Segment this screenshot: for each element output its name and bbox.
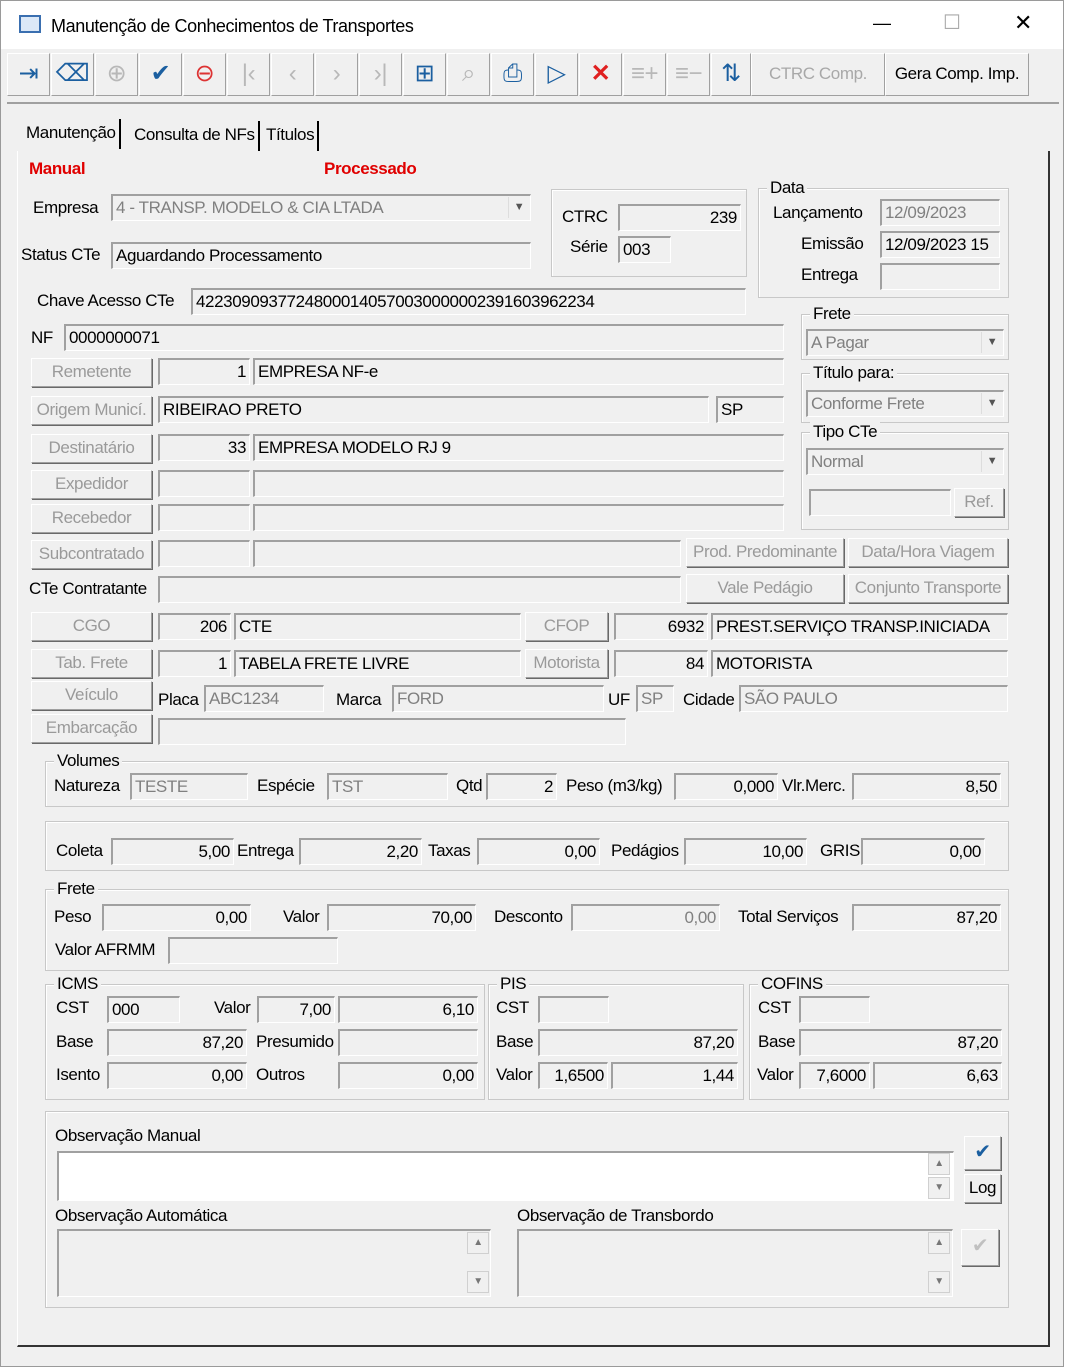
icms-title: ICMS [54,974,101,994]
exit-icon[interactable]: ⇥ [7,53,50,96]
nf-field[interactable]: 0000000071 [64,324,784,351]
chevron-down-icon: ▼ [981,393,1002,414]
remetente-name[interactable]: EMPRESA NF-e [253,358,784,385]
gris-field[interactable]: 0,00 [861,838,985,865]
veiculo-button[interactable]: Veículo [31,681,152,710]
icms-valor-field[interactable]: 6,10 [338,996,478,1023]
cidade-label: Cidade [683,690,735,709]
afrmm-field[interactable] [168,937,338,964]
placa-label: Placa [158,690,199,709]
natureza-field[interactable]: TESTE [130,773,248,800]
tipo-cte-value: Normal [811,452,864,471]
total-servicos-label: Total Serviços [738,907,839,926]
log-button[interactable]: Log [964,1174,1001,1203]
obs-automatica-label: Observação Automática [55,1206,228,1225]
gris-label: GRIS [820,841,860,860]
tipo-cte-title: Tipo CTe [810,422,880,442]
cofins-valor-label: Valor [757,1065,794,1084]
origem-city[interactable]: RIBEIRAO PRETO [158,396,709,423]
coleta-label: Coleta [56,841,103,860]
obs-manual-label: Observação Manual [55,1126,201,1145]
entrega-charge-field[interactable]: 2,20 [299,838,422,865]
chevron-down-icon: ▼ [508,197,529,218]
contratante-label: CTe Contratante [29,579,147,598]
pis-aliquota-field[interactable]: 1,6500 [538,1062,608,1089]
destinatario-button[interactable]: Destinatário [31,434,152,463]
icms-base-label: Base [56,1032,94,1051]
scroll-up-icon[interactable]: ▲ [467,1232,489,1254]
pis-valor-label: Valor [496,1065,533,1084]
recebedor-button[interactable]: Recebedor [31,504,152,533]
qtd-label: Qtd [456,776,483,795]
titulo-title: Título para: [810,363,897,383]
coleta-field[interactable]: 5,00 [111,838,234,865]
desconto-field[interactable]: 0,00 [571,904,720,931]
cidade-field[interactable]: SÃO PAULO [739,685,1008,712]
minimize-button[interactable]: — [873,13,891,33]
recebedor-name[interactable] [253,504,784,531]
print-icon[interactable]: ⎙ [491,53,534,96]
data-group-title: Data [767,178,807,198]
cofins-cst-label: CST [758,998,791,1017]
play-icon[interactable]: ▷ [535,53,578,96]
tab-manutencao[interactable]: Manutenção [23,119,121,149]
serie-field[interactable]: 003 [618,236,671,263]
cofins-base-label: Base [758,1032,796,1051]
desconto-label: Desconto [494,907,563,926]
chave-label: Chave Acesso CTe [37,291,175,310]
expedidor-button[interactable]: Expedidor [31,470,152,499]
embarcacao-button[interactable]: Embarcação [31,714,152,743]
chevron-down-icon: ▼ [981,451,1002,472]
empresa-select[interactable] [111,194,531,221]
tipo-cte-select[interactable] [806,448,1004,475]
scroll-down-icon[interactable]: ▼ [928,1177,950,1199]
placa-field[interactable]: ABC1234 [204,685,324,712]
cofins-aliquota-field[interactable]: 7,6000 [799,1062,870,1089]
mode-flag: Manual [29,159,86,178]
ctrc-label: CTRC [562,207,608,226]
icms-valor-label: Valor [214,998,251,1017]
title-bar [1,1,1063,49]
especie-field[interactable]: TST [327,773,448,800]
vlrmerc-label: Vlr.Merc. [782,776,846,795]
data-hora-viagem-button[interactable]: Data/Hora Viagem [848,538,1008,567]
origem-button[interactable]: Origem Municí. [31,396,152,425]
chevron-down-icon: ▼ [981,332,1002,353]
frete-value: A Pagar [811,333,869,352]
frete-valor-field[interactable]: 70,00 [327,904,476,931]
subcontratado-button[interactable]: Subcontratado [31,540,152,569]
icms-aliquota-field[interactable]: 7,00 [257,996,335,1023]
folder-check-icon[interactable]: ✔ [964,1136,1001,1170]
motorista-name[interactable]: MOTORISTA [711,650,1008,677]
cofins-base-field[interactable]: 87,20 [799,1029,1002,1056]
motorista-code[interactable]: 84 [614,650,708,677]
state-flag: Processado [324,159,417,178]
marca-field[interactable]: FORD [392,685,604,712]
conjunto-transporte-button[interactable]: Conjunto Transporte [848,574,1008,603]
search-icon[interactable]: ⌕ [447,53,490,96]
vlrmerc-field[interactable]: 8,50 [852,773,1001,800]
motorista-button[interactable]: Motorista [525,649,608,678]
prev-icon[interactable]: ‹ [271,53,314,96]
lancamento-label: Lançamento [773,203,863,222]
subcontratado-name[interactable] [253,540,681,567]
status-field[interactable]: Aguardando Processamento [111,242,531,269]
gera-comp-imp-button[interactable]: Gera Comp. Imp. [885,53,1029,96]
expedidor-name[interactable] [253,470,784,497]
obs-transbordo-label: Observação de Transbordo [517,1206,714,1225]
emissao-label: Emissão [801,234,864,253]
titulo-value: Conforme Frete [811,394,925,413]
ctrc-comp-button[interactable]: CTRC Comp. [751,53,885,96]
serie-label: Série [570,237,608,256]
taxas-label: Taxas [428,841,471,860]
cfop-code[interactable]: 6932 [614,613,708,640]
scroll-down-icon[interactable]: ▼ [467,1271,489,1293]
entrega-charge-label: Entrega [237,841,294,860]
titulo-select[interactable] [806,390,1004,417]
cgo-name[interactable]: CTE [234,613,521,640]
cgo-button[interactable]: CGO [31,612,152,641]
icms-base-field[interactable]: 87,20 [107,1029,247,1056]
tab-frete-code[interactable]: 1 [158,650,231,677]
remetente-code[interactable]: 1 [158,358,250,385]
delete-folder-icon[interactable]: ⊖ [183,53,226,96]
tab-frete-button[interactable]: Tab. Frete [31,649,152,678]
transfer-icon[interactable]: ⇅ [711,53,751,96]
volumes-title: Volumes [54,751,122,771]
obs-automatica-textarea[interactable] [57,1229,491,1297]
lancamento-field[interactable]: 12/09/2023 [880,199,1000,226]
icms-cst-label: CST [56,998,89,1017]
save-folder-icon[interactable]: ✔ [139,53,182,96]
frete-valor-label: Valor [283,907,320,926]
pis-cst-field[interactable] [538,996,609,1023]
cofins-title: COFINS [758,974,826,994]
vale-pedagio-button[interactable]: Vale Pedágio [686,574,844,603]
empresa-value: 4 - TRANSP. MODELO & CIA LTADA [116,198,384,217]
tab-frete-name[interactable]: TABELA FRETE LIVRE [234,650,521,677]
uf-field[interactable]: SP [636,685,674,712]
total-servicos-field[interactable]: 87,20 [852,904,1001,931]
especie-label: Espécie [257,776,315,795]
obs-transbordo-textarea[interactable] [517,1229,953,1297]
cfop-name[interactable]: PREST.SERVIÇO TRANSP.INICIADA [711,613,1008,640]
ref-field[interactable] [809,489,951,516]
toolbar-divider [7,102,1059,104]
destinatario-code[interactable]: 33 [158,434,250,461]
outros-label: Outros [256,1065,305,1084]
last-icon[interactable]: ›| [359,53,402,96]
embarcacao-field[interactable] [158,718,626,745]
nf-label: NF [31,328,53,347]
marca-label: Marca [336,690,382,709]
scroll-up-icon[interactable]: ▲ [928,1232,950,1254]
grid-icon[interactable]: ⊞ [403,53,446,96]
folder-check-disabled-icon[interactable]: ✔ [961,1229,999,1266]
tab-consulta-nfs[interactable]: Consulta de NFs [131,121,260,151]
frete-title: Frete [54,879,98,899]
chave-field[interactable]: 42230909377248000140570030000002391603962234 [191,288,746,315]
pis-title: PIS [497,974,529,994]
emissao-field[interactable]: 12/09/2023 15 [880,231,1000,258]
pis-base-field[interactable]: 87,20 [538,1029,738,1056]
isento-field[interactable]: 0,00 [107,1062,247,1089]
qtd-field[interactable]: 2 [486,773,557,800]
peso-field[interactable]: 0,000 [674,773,778,800]
new-folder-icon[interactable]: ⊕ [95,53,138,96]
frete-select[interactable] [806,329,1004,356]
first-icon[interactable]: |‹ [227,53,270,96]
pis-valor-field[interactable]: 1,44 [611,1062,738,1089]
obs-manual-textarea[interactable] [57,1151,954,1201]
subcontratado-code[interactable] [158,540,250,567]
status-label: Status CTe [21,245,101,264]
entrega-field[interactable] [880,263,1000,290]
isento-label: Isento [56,1065,100,1084]
maximize-button[interactable]: ☐ [943,12,961,34]
entrega-label: Entrega [801,265,858,284]
pedagios-label: Pedágios [611,841,679,860]
ref-button[interactable]: Ref. [954,488,1004,517]
pis-base-label: Base [496,1032,534,1051]
presumido-field[interactable] [338,1029,478,1056]
taxas-field[interactable]: 0,00 [477,838,600,865]
pis-cst-label: CST [496,998,529,1017]
recebedor-code[interactable] [158,504,250,531]
cfop-button[interactable]: CFOP [525,612,608,641]
origem-uf[interactable]: SP [716,396,784,423]
cofins-valor-field[interactable]: 6,63 [873,1062,1002,1089]
frete-peso-label: Peso [54,907,92,926]
ctrc-field[interactable]: 239 [618,204,741,231]
add-item-icon[interactable]: ≡+ [623,53,666,96]
app-icon [19,15,41,33]
pedagios-field[interactable]: 10,00 [684,838,807,865]
window-title: Manutenção de Conhecimentos de Transportes [51,16,414,36]
next-icon[interactable]: › [315,53,358,96]
ctrc-group [551,189,747,277]
scroll-up-icon[interactable]: ▲ [928,1153,950,1175]
tab-titulos[interactable]: Títulos [263,121,319,151]
presumido-label: Presumido [256,1032,334,1051]
cgo-code[interactable]: 206 [158,613,231,640]
icms-cst-field[interactable]: 000 [107,996,180,1023]
cofins-cst-field[interactable] [799,996,870,1023]
prod-predominante-button[interactable]: Prod. Predominante [686,538,844,567]
destinatario-name[interactable]: EMPRESA MODELO RJ 9 [253,434,784,461]
frete-type-title: Frete [810,304,854,324]
cancel-icon[interactable]: ✕ [579,53,622,96]
frete-peso-field[interactable]: 0,00 [102,904,251,931]
remove-item-icon[interactable]: ≡− [667,53,710,96]
uf-label: UF [608,690,630,709]
remetente-button[interactable]: Remetente [31,358,152,387]
outros-field[interactable]: 0,00 [338,1062,478,1089]
close-button[interactable]: ✕ [1014,10,1033,35]
contratante-field[interactable] [158,576,681,603]
eraser-icon[interactable]: ⌫ [51,53,94,96]
expedidor-code[interactable] [158,470,250,497]
scroll-down-icon[interactable]: ▼ [928,1271,950,1293]
empresa-label: Empresa [33,198,99,217]
afrmm-label: Valor AFRMM [55,940,156,959]
natureza-label: Natureza [54,776,120,795]
peso-label: Peso (m3/kg) [566,776,663,795]
